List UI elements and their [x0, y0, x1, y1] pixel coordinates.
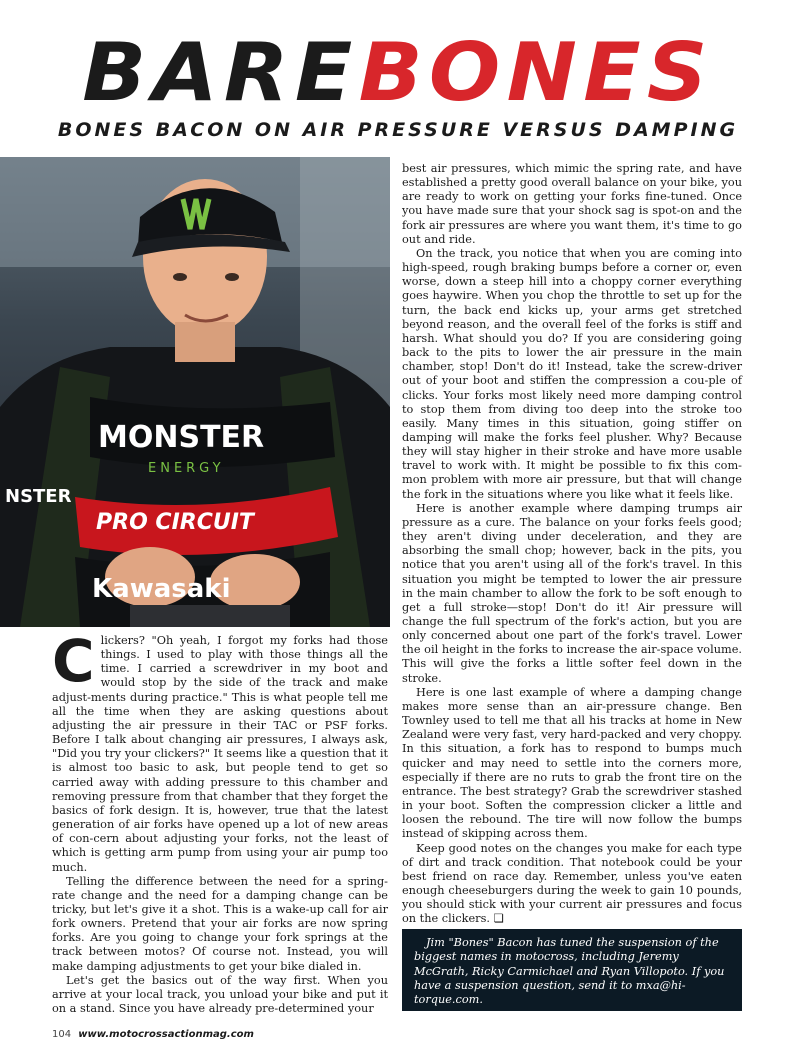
article-paragraph: Here is one last example of where a damping change makes more sense than an air-pressure change. Ben Townley used to tell me that all his tracks at home in New Zealand were very fast, very hard-packed and very choppy. In this situation, a fork has to respond to bumps much quicker and may need to settle into the corners more, especially if there are no ruts to grab the front tire on the entrance. The best strategy? Grab the screwdriver stashed in your boot. Soften the compression clicker a little and loosen the rebound. The tire will now follow the bumps instead of skipping across them. — [402, 685, 742, 841]
jersey-monster-text: MONSTER — [98, 420, 265, 455]
article-paragraph: Let's get the basics out of the way first. When you arrive at your local track, you unload your bike and put it on a stand. Since you have already pre-determined your — [52, 973, 388, 1016]
author-bio-text: Jim "Bones" Bacon has tuned the suspension of the biggest names in motocross, including Jeremy McGrath, Ricky Carmichael and Ryan Villopoto. If you have a suspension question, send it to mxa@hi-torque.com. — [414, 936, 725, 1007]
article-paragraph: Clickers? "Oh yeah, I forgot my forks had those things. I used to play with those things all the time. I carried a screwdriver in my boot and would stop by the side of the track and make adjust-ments during practice." This is what people tell me all the time when they are asking questions about adjusting the air pressure in their TAC or PSF forks. Before I talk about changing air pressures, I always ask, "Did you try your clickers?" It seems like a question that it is almost too basic to ask, but people tend to get so carried away with adding pressure to this chamber and removing pressure from that chamber that they forget the basics of fork design. It is, however, true that the latest generation of air forks have opened up a lot of new areas of con-cern about adjusting your forks, not the least of which is getting arm pump from using your air pump too much. — [52, 627, 388, 874]
page-footer — [52, 1027, 254, 1043]
title-bones: BONES — [358, 26, 714, 119]
kawasaki-text: Kawasaki — [92, 574, 231, 604]
article-left-column — [52, 627, 388, 1016]
sleeve-monster-text: NSTER — [5, 486, 72, 507]
article-paragraph: best air pressures, which mimic the spring rate, and have established a pretty good overall balance on your bike, you are ready to work on getting your forks fine-tuned. Once you have made sure that your shock sag is spot-on and the fork air pressures are where you want them, it's time to go out and ride. — [402, 162, 742, 246]
jersey-energy-text: ENERGY — [148, 461, 225, 476]
article-paragraph: Keep good notes on the changes you make for each type of dirt and track condition. That notebook could be your best friend on race day. Remember, unless you've eaten enough cheeseburgers during the week to gain 10 pounds, you should stick with your current air pressures and focus on the clickers. ❏ — [402, 841, 742, 926]
rider-photo — [0, 157, 390, 627]
article-paragraph: Here is another example where damping trumps air pressure as a cure. The balance on your forks feels good; they aren't diving under deceleration, and they are absorbing the small chop; however, back in the pits, you notice that you aren't using all of the fork's travel. In this situation you might be tempted to lower the air pressure in the main chamber to allow the fork to be soft enough to get a full stroke—stop! Don't do it! Air pressure will change the full spectrum of the fork's action, but you are only concerned about one part of the fork's travel. Lower the oil height in the forks to increase the air-space volume. This will give the forks a little softer feel down in the stroke. — [402, 501, 742, 685]
article-right-column — [402, 162, 742, 926]
page-number: 104 — [52, 1029, 72, 1040]
article-paragraph: On the track, you notice that when you are coming into high-speed, rough braking bumps before a corner or, even worse, down a steep hill into a choppy corner everything goes haywire. When you chop the throttle to set up for the turn, the back end kicks up, your arms get stretched beyond reason, and the overall feel of the forks is stiff and harsh. What should you do? If you are considering going back to the pits to lower the air pressure in the main chamber, stop! Don't do it! Instead, take the screw-driver out of your boot and stiffen the compression a cou-ple of clicks. Your forks most likely need more damping control to stop them from diving too deep into the stroke too easily. Many times in this situation, going stiffer on damping will make the forks feel plusher. Why? Because they will stay higher in their stroke and have more usable travel to work with. It might be possible to fix this com-mon problem with more air pressure, but that will change the fork in the situations where you like what it feels like. — [402, 246, 742, 501]
dropcap: C — [52, 627, 95, 695]
title-bare: BARE — [82, 26, 359, 119]
page-title — [0, 26, 796, 119]
article-paragraph: Telling the difference between the need for a spring-rate change and the need for a damping change can be tricky, but let's give it a shot. This is a wake-up call for air fork owners. Pretend that your air forks are now spring forks. Are you going to change your fork springs at the track between motos? Of course not. Instead, you will make damping adjustments to get your bike dialed in. — [52, 874, 388, 973]
author-bio-box — [402, 929, 742, 1011]
sponsor-text: PRO CIRCUIT — [96, 510, 254, 535]
page-subtitle: BONES BACON ON AIR PRESSURE VERSUS DAMPING — [57, 119, 739, 141]
website-link[interactable]: www.motocrossactionmag.com — [78, 1029, 254, 1040]
rider-illustration — [0, 157, 390, 627]
